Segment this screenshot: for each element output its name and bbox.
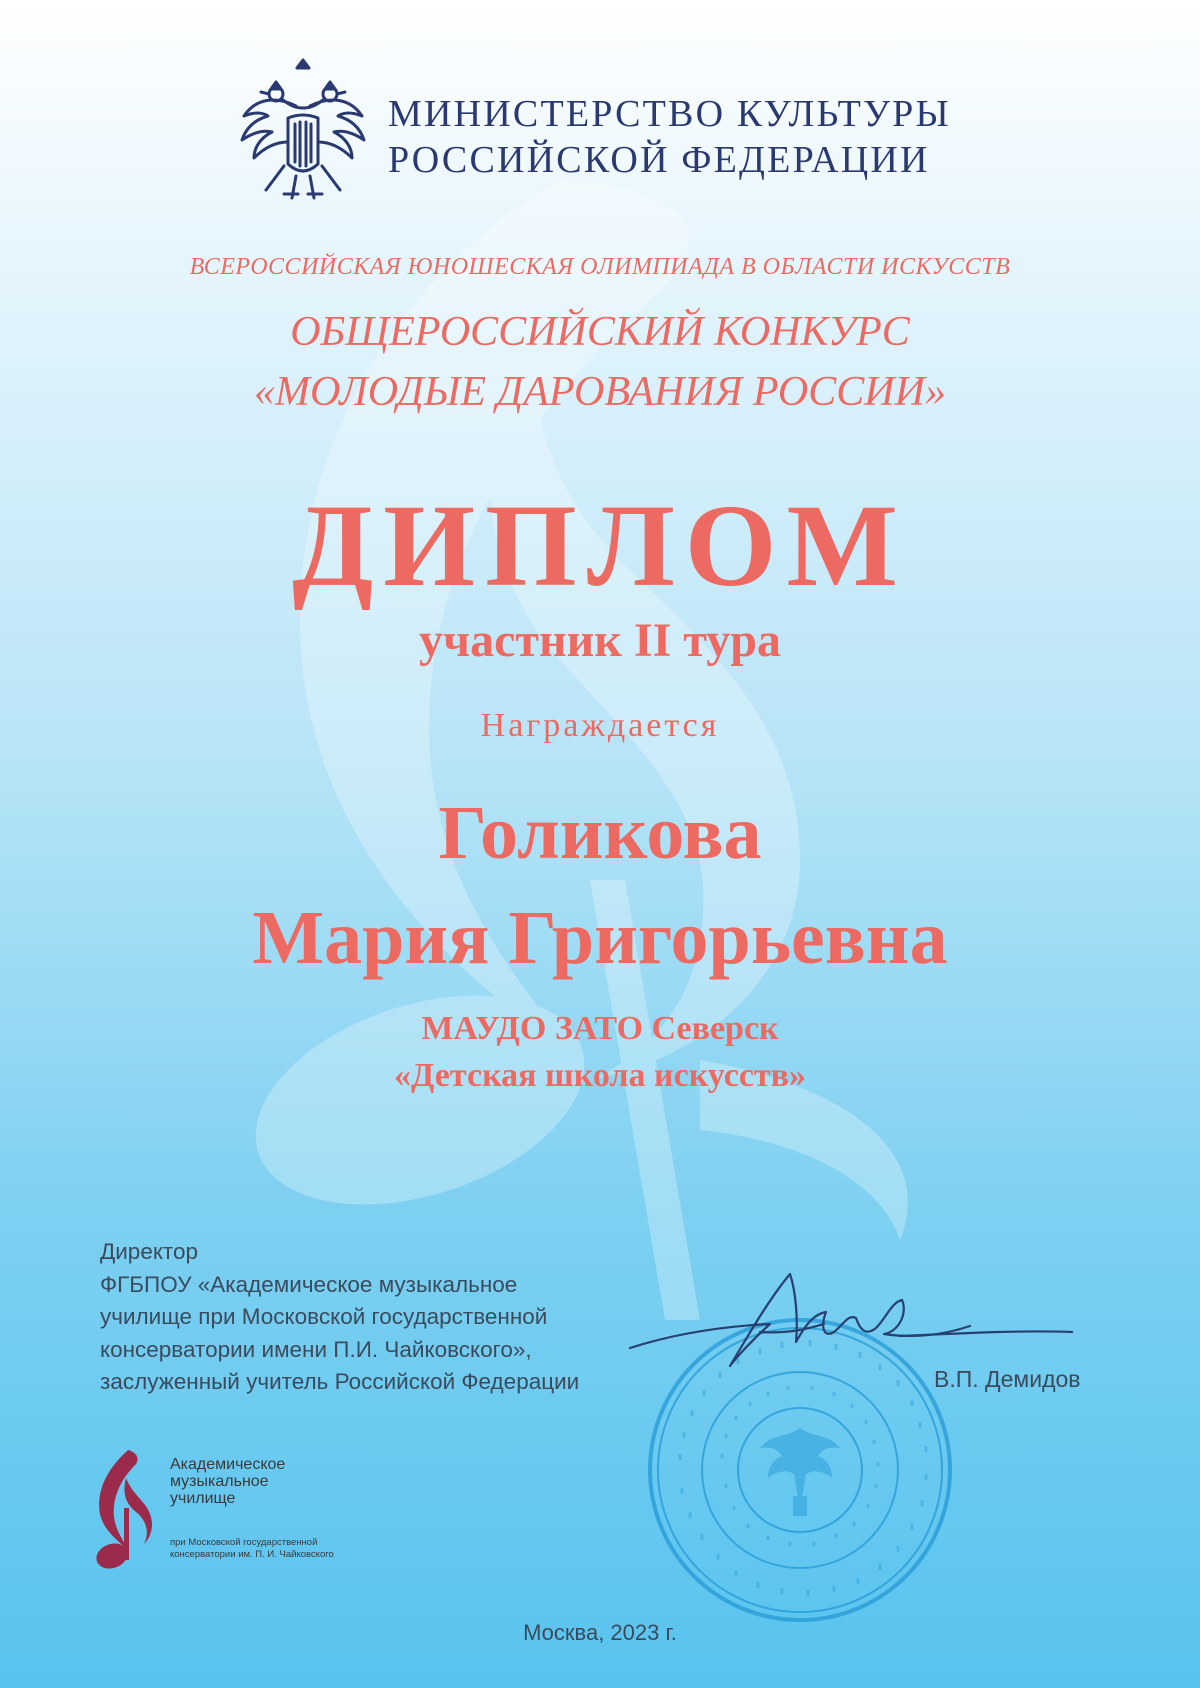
signatory-position (100, 1236, 579, 1399)
signatory-line: ФГБПОУ «Академическое музыкальное (100, 1271, 518, 1297)
signatory-line: Директор (100, 1239, 199, 1264)
double-headed-eagle-lyre-emblem-icon (236, 54, 370, 204)
recipient-given-names: Мария Григорьевна (252, 896, 948, 980)
signatory-line: заслуженный учитель Российской Федерации (100, 1369, 580, 1394)
school-name-line2: «Детская школа искусств» (393, 1057, 807, 1094)
logo-name-line: училище (170, 1490, 236, 1507)
awarded-label: Награждается (480, 707, 720, 744)
logo-institution-name (170, 1456, 285, 1507)
logo-affiliation (170, 1537, 334, 1561)
contest-title-line2: «МОЛОДЫЕ ДАРОВАНИЯ РОССИИ» (254, 369, 946, 415)
signatory-line: консерватории имени П.И. Чайковского», (100, 1336, 532, 1362)
place-and-year: Москва, 2023 г. (523, 1620, 677, 1645)
signatory-line: училище при Московской государственной (100, 1304, 548, 1329)
diploma-subtitle: участник II тура (419, 614, 781, 667)
school-name-line1: МАУДО ЗАТО Северск (421, 1010, 779, 1047)
logo-sub-line: при Московской государственной (170, 1537, 318, 1548)
logo-name-line: Академическое (170, 1456, 286, 1473)
handwritten-signature-icon (620, 1262, 1080, 1382)
olympiad-title: ВСЕРОССИЙСКАЯ ЮНОШЕСКАЯ ОЛИМПИАДА В ОБЛАСТИ ИСКУССТВ (189, 254, 1011, 280)
logo-name-line: музыкальное (170, 1473, 269, 1490)
diploma-title: ДИПЛОМ (292, 480, 908, 611)
ministry-name-line2: РОССИЙСКОЙ ФЕДЕРАЦИИ (388, 139, 930, 181)
flame-note-logo-icon (92, 1448, 154, 1576)
logo-sub-line: консерватории им. П. И. Чайковского (170, 1549, 334, 1560)
contest-title-line1: ОБЩЕРОССИЙСКИЙ КОНКУРС (290, 309, 910, 355)
recipient-surname: Голикова (438, 791, 762, 875)
ministry-name-line1: МИНИСТЕРСТВО КУЛЬТУРЫ (388, 93, 951, 135)
signatory-name: В.П. Демидов (934, 1366, 1081, 1392)
